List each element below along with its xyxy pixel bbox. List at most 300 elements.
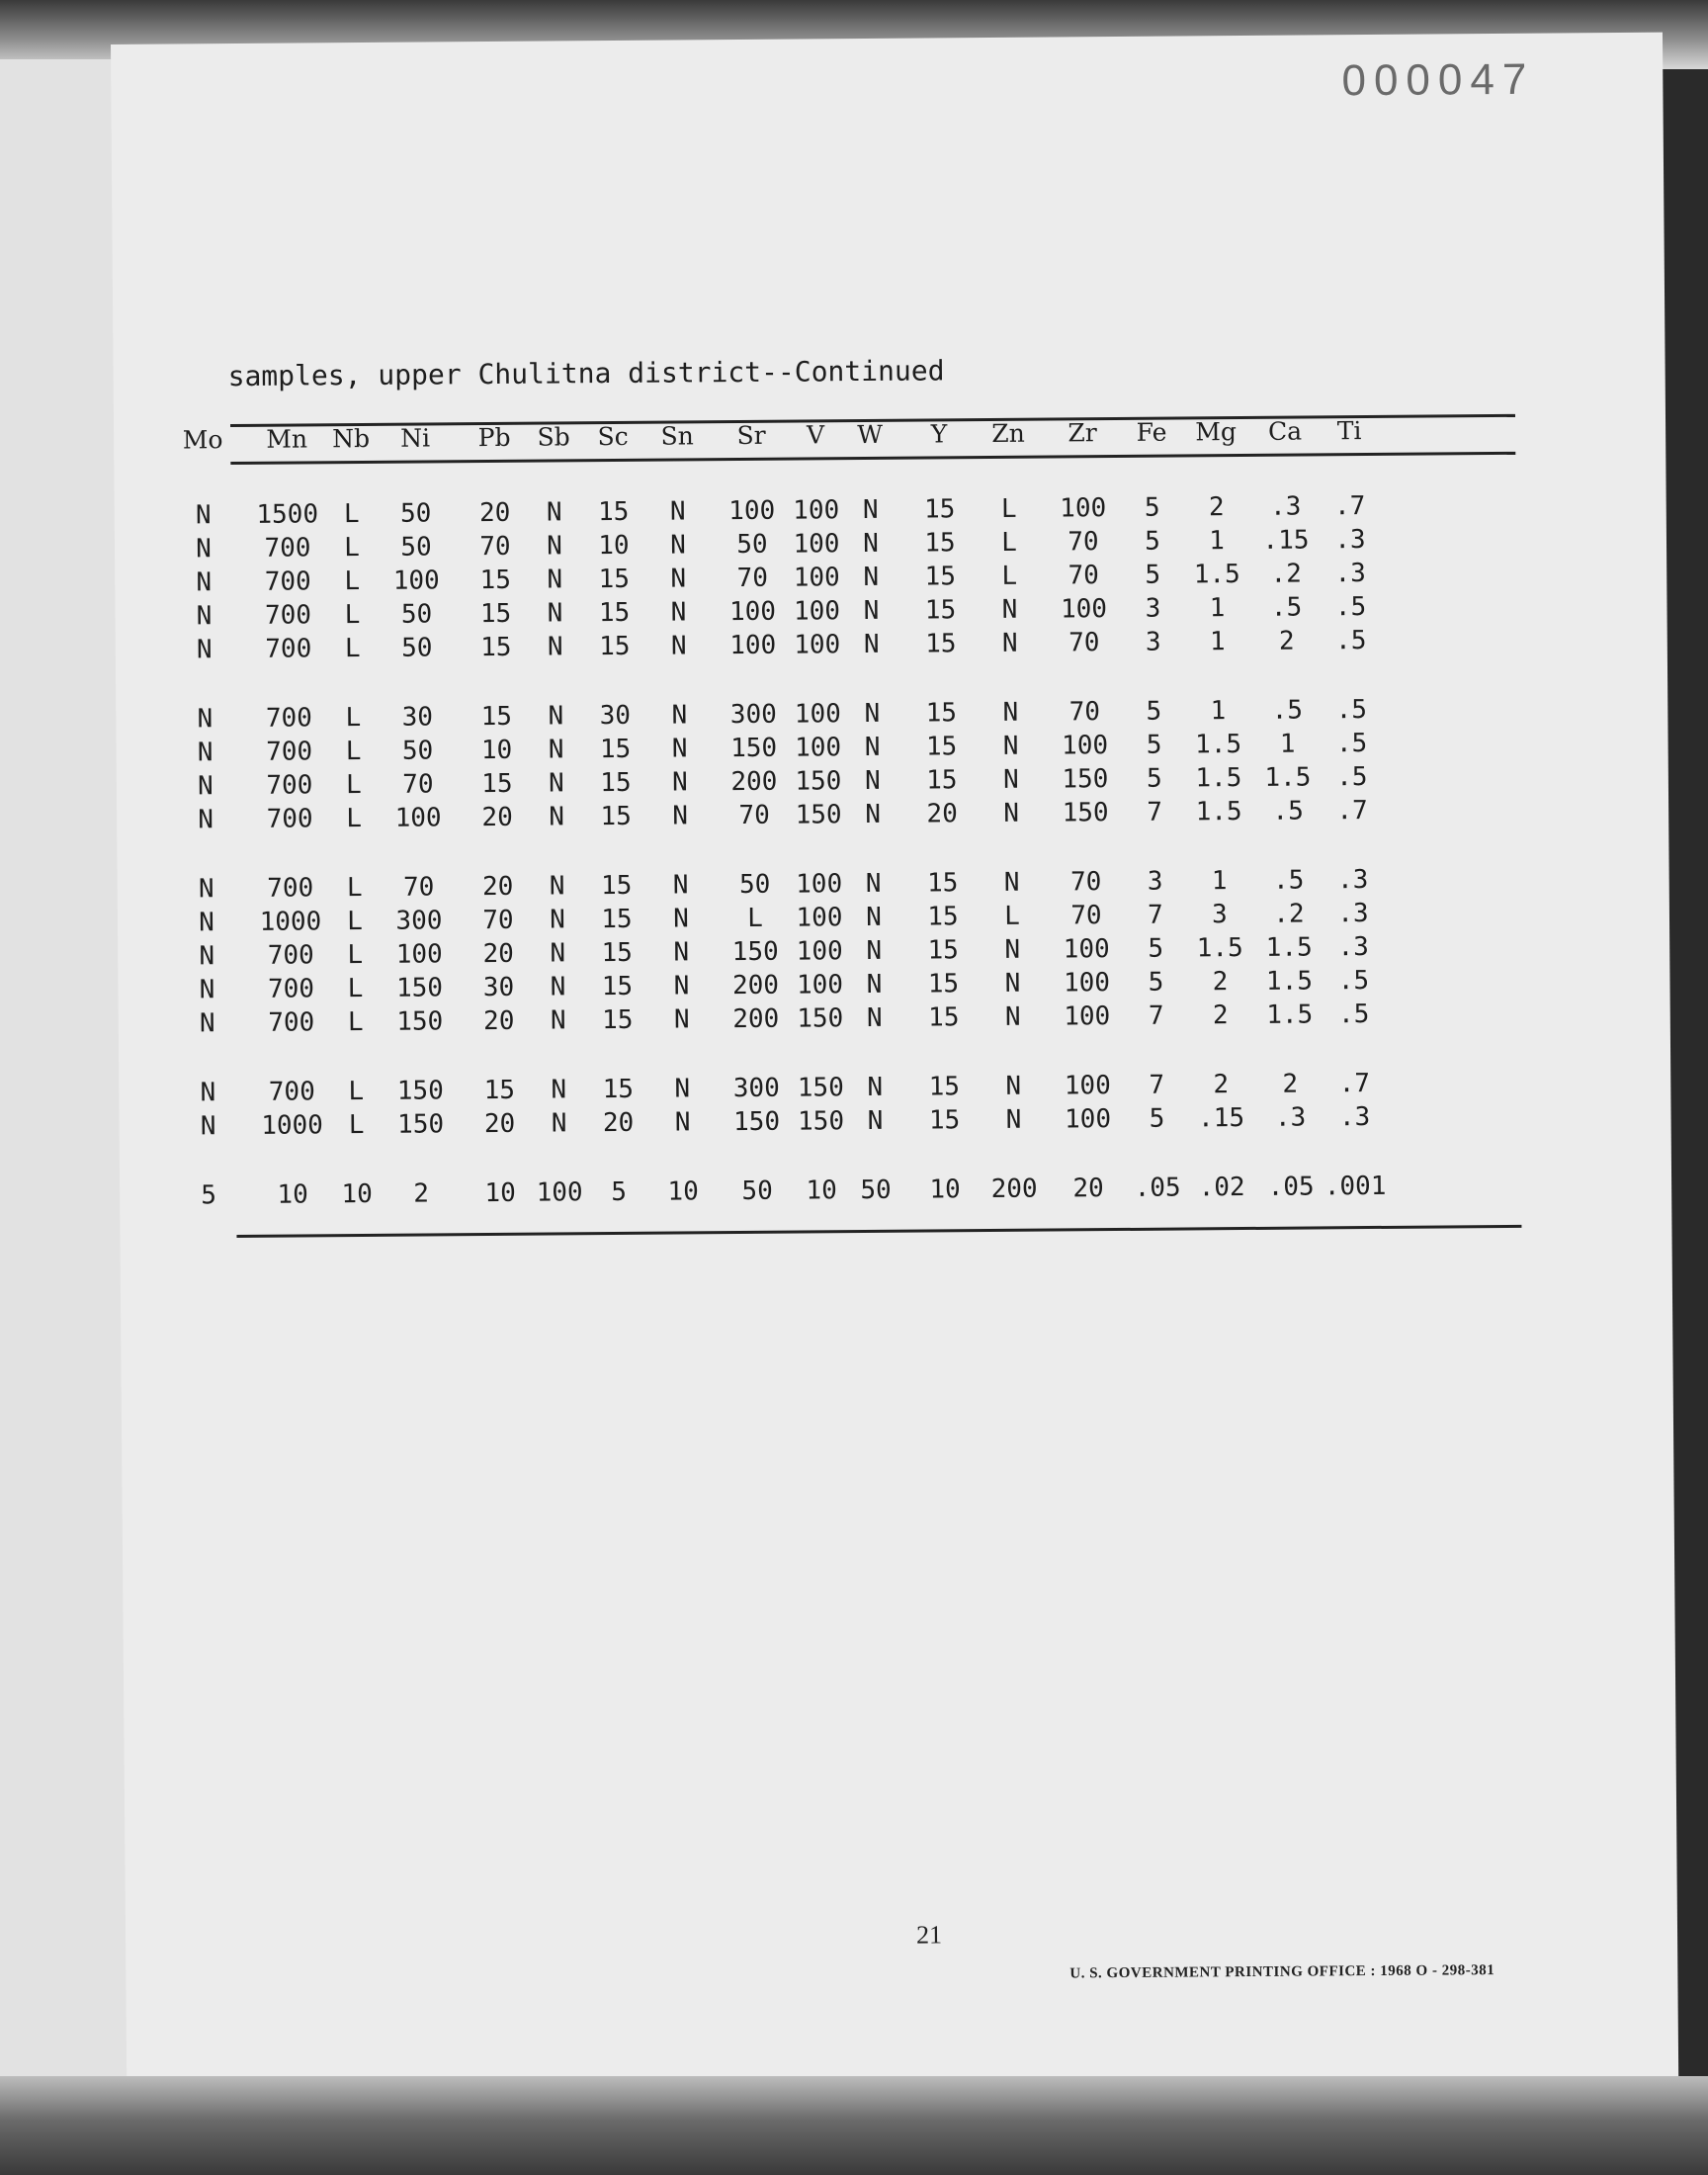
cell-mn: 700 [265, 634, 312, 664]
page-number: 21 [915, 1920, 943, 1950]
cell-zn: N [1002, 764, 1019, 795]
cell-sr: 300 [729, 699, 777, 731]
cell-ca: .2 [1273, 899, 1305, 929]
cell-ca: .2 [1270, 559, 1303, 589]
cell-sn: N [673, 937, 690, 968]
cell-fe: 3 [1145, 593, 1161, 624]
cell-y: 15 [927, 902, 959, 932]
cell-mo: N [200, 1078, 216, 1108]
cell-sb: N [546, 497, 562, 528]
cell-sn: N [671, 767, 688, 798]
cell-ti: .5 [1334, 592, 1367, 623]
column-header-sr: Sr [736, 420, 766, 451]
cell-mn: 1000 [259, 907, 322, 937]
cell-sb: N [549, 871, 565, 902]
cell-sc: 20 [602, 1107, 635, 1139]
cell-zn: N [1005, 1071, 1022, 1101]
cell-ca: .5 [1271, 695, 1304, 726]
cell-zr: 100 [1060, 594, 1108, 625]
cell-sc: 5 [611, 1176, 628, 1208]
cell-v: 100 [794, 630, 841, 660]
cell-nb: L [348, 1110, 365, 1141]
cell-sc: 10 [598, 530, 630, 562]
cell-mn: 700 [267, 974, 315, 1004]
cell-y: 15 [928, 1072, 961, 1102]
cell-v: 100 [793, 495, 840, 526]
column-header-v: V [806, 420, 825, 450]
cell-y: 15 [927, 1002, 960, 1033]
cell-sr: 50 [741, 1175, 773, 1207]
cell-mg: 1.5 [1193, 560, 1240, 590]
cell-ti: .5 [1336, 762, 1368, 793]
cell-zr: 70 [1069, 867, 1102, 898]
cell-zr: 100 [1064, 1071, 1111, 1101]
cell-v: 150 [797, 1003, 844, 1034]
cell-sc: 15 [598, 597, 631, 629]
cell-sr: 200 [732, 1003, 780, 1035]
cell-ti: .3 [1336, 865, 1369, 896]
cell-w: N [863, 595, 880, 627]
column-header-nb: Nb [332, 423, 371, 454]
cell-sr: 200 [730, 766, 778, 798]
cell-mo: N [199, 941, 215, 972]
cell-w: N [866, 969, 883, 1000]
cell-fe: 5 [1146, 730, 1162, 760]
cell-sc: 15 [601, 904, 633, 935]
cell-ti: .5 [1335, 729, 1368, 759]
cell-y: 15 [924, 528, 956, 559]
cell-nb: L [344, 566, 361, 597]
cell-w: N [864, 698, 881, 730]
cell-ti: .5 [1335, 626, 1367, 656]
table-caption: samples, upper Chulitna district--Continued [227, 354, 945, 393]
cell-zn: 200 [990, 1174, 1038, 1205]
cell-zn: N [1005, 1104, 1022, 1135]
detection-limit-row [120, 1170, 1602, 1215]
cell-ni: 300 [395, 906, 443, 936]
cell-mo: N [198, 805, 214, 835]
cell-y: 15 [924, 595, 957, 626]
cell-ti: .3 [1334, 525, 1366, 556]
cell-sn: N [674, 1074, 691, 1104]
cell-sn: N [671, 734, 688, 764]
cell-sb: N [550, 905, 565, 935]
cell-ti: .7 [1338, 1069, 1371, 1099]
cell-fe: 5 [1144, 492, 1160, 523]
cell-nb: L [343, 499, 360, 530]
cell-ni: 2 [413, 1178, 430, 1209]
cell-v: 100 [793, 596, 841, 627]
cell-zn: N [1004, 934, 1021, 965]
cell-nb: L [346, 873, 363, 904]
cell-ti: .3 [1334, 559, 1367, 589]
cell-mo: N [199, 908, 214, 938]
cell-ni: 150 [396, 1076, 444, 1106]
cell-ti: .001 [1324, 1171, 1387, 1202]
cell-sb: 100 [536, 1177, 583, 1208]
cell-sb: N [551, 1075, 567, 1105]
cell-mg: 2 [1208, 492, 1225, 523]
cell-fe: 7 [1148, 900, 1163, 930]
cell-v: 100 [793, 563, 840, 593]
cell-nb: L [347, 907, 363, 937]
cell-sr: 150 [731, 936, 779, 968]
cell-ni: 50 [401, 736, 434, 766]
cell-fe: 5 [1148, 933, 1164, 964]
cell-ca: 1.5 [1265, 966, 1314, 997]
cell-v: 100 [794, 699, 841, 730]
cell-ca: 1.5 [1264, 762, 1312, 793]
cell-sr: 150 [732, 1106, 781, 1138]
cell-w: N [863, 562, 880, 593]
cell-zr: 100 [1064, 1001, 1111, 1032]
cell-zn: N [1003, 798, 1020, 828]
cell-ca: 2 [1282, 1069, 1299, 1099]
cell-nb: L [346, 804, 363, 834]
column-header-w: W [857, 419, 884, 450]
cell-mn: 700 [267, 940, 314, 971]
cell-sc: 15 [600, 767, 632, 799]
cell-sr: L [747, 903, 763, 933]
cell-ti: .7 [1333, 491, 1366, 522]
cell-ti: .3 [1337, 932, 1369, 963]
cell-mn: 700 [267, 873, 314, 904]
cell-mn: 700 [266, 770, 313, 801]
column-header-sn: Sn [660, 421, 694, 451]
cell-y: 15 [927, 935, 959, 966]
cell-ca: 1.5 [1265, 932, 1313, 963]
cell-mn: 1500 [256, 499, 319, 530]
cell-sb: N [548, 735, 564, 765]
cell-y: 15 [925, 732, 958, 762]
cell-ca: .5 [1270, 592, 1303, 623]
cell-sn: N [671, 700, 688, 731]
cell-sc: 15 [601, 937, 634, 969]
cell-mo: N [197, 704, 214, 735]
cell-mg: 2 [1212, 967, 1229, 998]
cell-nb: L [345, 737, 362, 767]
cell-sb: N [551, 1108, 567, 1139]
cell-ni: 70 [402, 872, 435, 903]
cell-ca: .5 [1272, 865, 1305, 896]
cell-nb: L [347, 974, 364, 1004]
cell-zn: L [1001, 561, 1018, 591]
cell-sb: N [547, 565, 563, 595]
cell-ti: .3 [1338, 1102, 1371, 1133]
cell-zn: L [1001, 527, 1017, 558]
cell-fe: 5 [1145, 526, 1160, 557]
cell-sn: N [673, 1004, 690, 1035]
cell-pb: 20 [478, 497, 511, 529]
cell-zr: 100 [1063, 934, 1110, 965]
cell-zr: 20 [1072, 1174, 1104, 1204]
cell-w: N [865, 868, 882, 900]
cell-mn: 10 [277, 1179, 308, 1210]
cell-zn: L [1004, 901, 1020, 931]
cell-v: 100 [795, 733, 842, 763]
cell-sr: 200 [731, 970, 780, 1001]
cell-pb: 15 [481, 768, 513, 800]
cell-zn: N [1001, 594, 1018, 625]
cell-sn: N [673, 971, 690, 1001]
column-header-pb: Pb [477, 422, 511, 453]
cell-v: 150 [795, 800, 842, 830]
cell-fe: 5 [1146, 696, 1162, 727]
cell-v: 150 [797, 1073, 844, 1103]
cell-nb: L [348, 1077, 365, 1107]
cell-sr: 70 [736, 563, 769, 594]
column-header-mo: Mo [182, 425, 223, 455]
cell-sb: N [550, 938, 566, 969]
cell-mn: 1000 [261, 1110, 324, 1141]
cell-sc: 15 [598, 564, 631, 595]
cell-y: 15 [926, 868, 959, 899]
cell-mg: 1 [1209, 627, 1226, 657]
cell-w: N [864, 765, 881, 797]
document-page [111, 33, 1678, 2101]
cell-sc: 15 [601, 1004, 634, 1036]
cell-zn: N [1002, 731, 1019, 761]
cell-mg: 1.5 [1194, 730, 1242, 760]
cell-pb: 20 [481, 871, 514, 903]
cell-mg: 1 [1209, 526, 1225, 557]
cell-fe: 3 [1145, 627, 1161, 657]
cell-sr: 50 [738, 869, 771, 901]
scan-bottom-edge [0, 2076, 1708, 2175]
cell-mo: N [196, 534, 212, 565]
cell-sn: N [673, 904, 689, 934]
cell-nb: L [345, 703, 362, 734]
column-header-zn: Zn [991, 418, 1025, 449]
printing-office-line: U. S. GOVERNMENT PRINTING OFFICE : 1968 O - 298-381 [1069, 1962, 1495, 1982]
cell-ni: 50 [400, 599, 433, 630]
cell-nb: L [344, 533, 360, 564]
cell-mn: 700 [264, 600, 312, 631]
cell-sr: 70 [738, 800, 770, 831]
cell-pb: 20 [483, 1108, 516, 1140]
cell-mg: 1.5 [1195, 763, 1242, 794]
cell-ca: .05 [1267, 1172, 1315, 1202]
cell-pb: 15 [480, 701, 513, 733]
cell-ni: 150 [396, 1109, 445, 1140]
cell-pb: 70 [479, 531, 511, 563]
cell-v: 100 [796, 970, 844, 1000]
cell-ti: .5 [1335, 695, 1368, 726]
cell-mn: 700 [264, 533, 311, 564]
cell-sc: 15 [597, 496, 630, 528]
column-header-ti: Ti [1336, 416, 1362, 446]
cell-zr: 100 [1060, 493, 1107, 524]
cell-y: 15 [923, 494, 956, 525]
cell-ti: .5 [1337, 1000, 1370, 1030]
cell-v: 10 [806, 1175, 837, 1206]
cell-w: N [863, 629, 880, 660]
cell-mn: 700 [265, 703, 312, 734]
cell-mg: .02 [1198, 1173, 1245, 1203]
cell-zn: N [1003, 867, 1020, 898]
cell-sn: N [670, 530, 686, 561]
cell-v: 100 [796, 869, 843, 900]
cell-mg: 1 [1211, 866, 1228, 897]
cell-pb: 20 [481, 802, 513, 833]
cell-sb: N [549, 802, 565, 832]
cell-pb: 20 [482, 1005, 515, 1037]
cell-ni: 150 [395, 973, 444, 1003]
column-header-mg: Mg [1195, 417, 1238, 447]
cell-w: N [867, 1072, 884, 1103]
cell-fe: 3 [1147, 866, 1163, 897]
cell-ni: 100 [394, 803, 442, 833]
cell-y: 15 [924, 562, 957, 592]
cell-w: N [867, 1105, 884, 1137]
cell-nb: L [345, 770, 362, 801]
cell-fe: 5 [1145, 560, 1161, 590]
cell-pb: 15 [479, 565, 512, 596]
cell-ni: 30 [401, 702, 434, 733]
cell-zr: 70 [1068, 527, 1099, 558]
cell-zn: L [1000, 493, 1017, 524]
cell-mn: 700 [268, 1077, 315, 1107]
cell-fe: 7 [1147, 797, 1163, 827]
cell-sr: 100 [729, 630, 777, 661]
cell-sn: N [674, 1107, 691, 1138]
cell-pb: 15 [483, 1075, 516, 1106]
cell-mo: N [196, 601, 213, 632]
cell-zr: 150 [1062, 798, 1109, 828]
cell-mg: 1.5 [1195, 797, 1242, 827]
cell-sc: 15 [599, 631, 631, 662]
cell-y: 15 [925, 629, 957, 659]
table-bottom-rule [236, 1225, 1521, 1238]
cell-ca: .3 [1269, 491, 1302, 522]
cell-sb: N [547, 632, 563, 662]
cell-w: N [866, 1002, 883, 1034]
cell-zn: N [1004, 968, 1021, 999]
cell-pb: 10 [480, 735, 513, 766]
cell-v: 150 [795, 766, 842, 797]
cell-sb: N [550, 972, 566, 1002]
cell-sr: 300 [732, 1073, 780, 1104]
cell-sn: N [672, 801, 689, 831]
cell-sc: 15 [600, 801, 632, 832]
cell-sn: N [670, 597, 687, 628]
cell-mo: N [197, 738, 214, 768]
cell-mo: N [199, 1008, 215, 1039]
cell-ca: 1.5 [1266, 1000, 1314, 1030]
cell-ni: 100 [395, 939, 443, 970]
cell-sb: N [548, 768, 564, 799]
column-header-ca: Ca [1267, 416, 1303, 446]
cell-mo: N [197, 771, 214, 802]
column-header-ni: Ni [400, 423, 431, 453]
cell-ti: .3 [1337, 899, 1369, 929]
cell-ca: .5 [1272, 796, 1304, 826]
cell-sr: 100 [728, 596, 777, 628]
cell-zr: 70 [1068, 697, 1101, 728]
cell-mo: 5 [201, 1180, 217, 1211]
cell-sn: N [670, 564, 687, 594]
cell-mg: 1 [1210, 696, 1227, 727]
cell-v: 150 [797, 1106, 845, 1137]
cell-ni: 50 [400, 532, 432, 563]
cell-y: 15 [926, 765, 958, 796]
cell-ni: 50 [401, 633, 433, 663]
cell-ni: 100 [392, 566, 440, 596]
cell-zr: 70 [1068, 628, 1100, 658]
cell-ti: .7 [1336, 796, 1368, 826]
cell-fe: 5 [1149, 1103, 1165, 1134]
cell-mo: N [199, 975, 215, 1005]
cell-sc: 30 [599, 700, 632, 732]
cell-pb: 15 [479, 598, 512, 630]
cell-mo: N [198, 874, 214, 905]
cell-fe: 7 [1148, 1000, 1164, 1031]
cell-v: 100 [796, 903, 843, 933]
cell-y: 15 [925, 698, 958, 729]
column-header-sc: Sc [597, 421, 629, 452]
cell-fe: 7 [1149, 1070, 1165, 1100]
cell-ni: 150 [396, 1006, 444, 1037]
cell-fe: .05 [1134, 1173, 1181, 1203]
cell-mo: N [196, 567, 213, 598]
cell-sc: 15 [602, 1074, 635, 1105]
cell-nb: L [344, 600, 361, 631]
cell-sb: N [548, 701, 564, 732]
cell-zn: N [1004, 1001, 1021, 1032]
cell-y: 15 [927, 969, 960, 1000]
cell-nb: L [344, 634, 361, 664]
cell-mn: 700 [264, 566, 311, 597]
cell-w: N [866, 935, 883, 967]
cell-w: 50 [860, 1174, 892, 1206]
cell-v: 100 [793, 529, 840, 560]
cell-mg: .15 [1197, 1103, 1245, 1134]
cell-sc: 15 [601, 971, 634, 1002]
cell-zn: N [1001, 628, 1018, 658]
column-header-sb: Sb [537, 422, 570, 452]
cell-nb: L [347, 940, 364, 971]
cell-w: N [863, 528, 879, 560]
cell-mo: N [196, 635, 213, 665]
cell-sr: 150 [730, 733, 778, 764]
cell-nb: 10 [341, 1178, 373, 1210]
cell-mn: 700 [266, 737, 313, 767]
cell-w: N [866, 902, 882, 933]
cell-nb: L [347, 1007, 364, 1038]
cell-mo: N [200, 1111, 216, 1142]
cell-zr: 70 [1068, 561, 1100, 591]
cell-mn: 700 [266, 804, 313, 834]
cell-zr: 100 [1063, 968, 1111, 999]
cell-pb: 10 [484, 1177, 516, 1209]
cell-pb: 15 [480, 632, 512, 663]
cell-ni: 70 [402, 769, 434, 800]
cell-sc: 15 [600, 870, 633, 902]
cell-ni: 50 [399, 498, 432, 529]
cell-zr: 100 [1061, 731, 1109, 761]
cell-mg: 2 [1212, 1000, 1229, 1031]
cell-sb: N [550, 1005, 566, 1036]
cell-sr: 50 [736, 529, 768, 561]
cell-y: 15 [928, 1105, 961, 1136]
cell-zr: 70 [1070, 901, 1102, 931]
cell-pb: 30 [482, 972, 515, 1003]
cell-w: N [862, 494, 879, 526]
cell-ca: 1 [1279, 729, 1296, 759]
column-header-mn: Mn [266, 424, 308, 454]
page-stamp-number: 000047 [1341, 54, 1535, 106]
column-header-zr: Zr [1068, 418, 1097, 448]
